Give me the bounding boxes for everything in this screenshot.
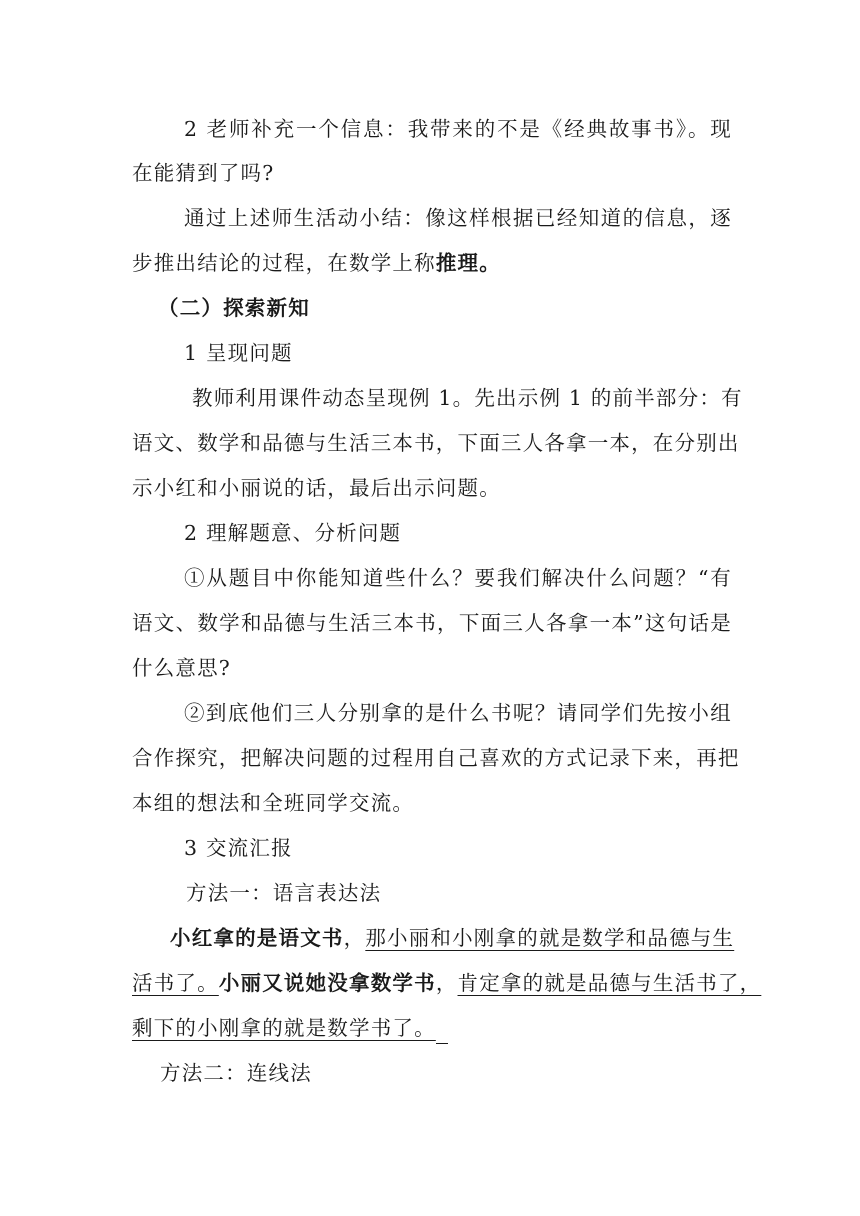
- step-heading-present-problem: 1 呈现问题: [184, 341, 293, 365]
- question-2-line-2: 合作探究，把解决问题的过程用自己喜欢的方式记录下来，再把: [132, 746, 740, 770]
- method-1-line-1: 小红拿的是语文书，那小丽和小刚拿的就是数学和品德与生: [170, 926, 735, 950]
- method-1-line-3: [132, 1013, 732, 1043]
- paragraph-present-line-3: 示小红和小丽说的话，最后出示问题。: [132, 476, 501, 500]
- section-heading-explore: （二）探索新知: [158, 296, 310, 320]
- inference-2: 肯定拿的就是品德与生活书了，: [457, 971, 762, 995]
- method-1-heading: 方法一：语言表达法: [186, 881, 382, 905]
- question-1-line-2: 语文、数学和品德与生活三本书，下面三人各拿一本”这句话是: [132, 611, 732, 635]
- step-heading-report: 3 交流汇报: [184, 836, 293, 860]
- term-reasoning: 推理。: [435, 251, 501, 275]
- paragraph-summary-line-1: 通过上述师生活动小结：像这样根据已经知道的信息，逐: [184, 206, 732, 230]
- question-1-line-3: 什么意思?: [132, 656, 231, 680]
- inference-1: 那小丽和小刚拿的就是数学和品德与生: [365, 926, 735, 950]
- step-heading-understand: 2 理解题意、分析问题: [184, 521, 402, 545]
- method-2-heading: 方法二：连线法: [160, 1061, 312, 1085]
- paragraph-present-line-2: 语文、数学和品德与生活三本书，下面三人各拿一本，在分别出: [132, 431, 740, 455]
- statement-xiaohong: 小红拿的是语文书: [170, 926, 344, 950]
- question-1-line-1: ①从题目中你能知道些什么？要我们解决什么问题？“有: [184, 566, 732, 590]
- inference-3: 剩下的小刚拿的就是数学书了。: [132, 1016, 436, 1040]
- inference-1-end: 活书了。: [132, 971, 219, 995]
- paragraph-teacher-info-line-1: 2 老师补充一个信息：我带来的不是《经典故事书》。现: [184, 117, 732, 141]
- statement-xiaoli: 小丽又说她没拿数学书: [218, 971, 436, 995]
- paragraph-summary-line-2: [132, 248, 732, 278]
- underline-trail: [436, 1019, 448, 1044]
- question-2-line-1: ②到底他们三人分别拿的是什么书呢？请同学们先按小组: [184, 701, 732, 725]
- question-2-line-3: 本组的想法和全班同学交流。: [132, 791, 415, 815]
- summary-text: 步推出结论的过程，在数学上称: [132, 251, 436, 275]
- method-1-line-2: 活书了。小丽又说她没拿数学书，肯定拿的就是品德与生活书了，: [132, 971, 762, 995]
- paragraph-present-line-1: 教师利用课件动态呈现例 1。先出示例 1 的前半部分：有: [192, 386, 743, 410]
- paragraph-teacher-info-line-2: 在能猜到了吗?: [132, 161, 275, 185]
